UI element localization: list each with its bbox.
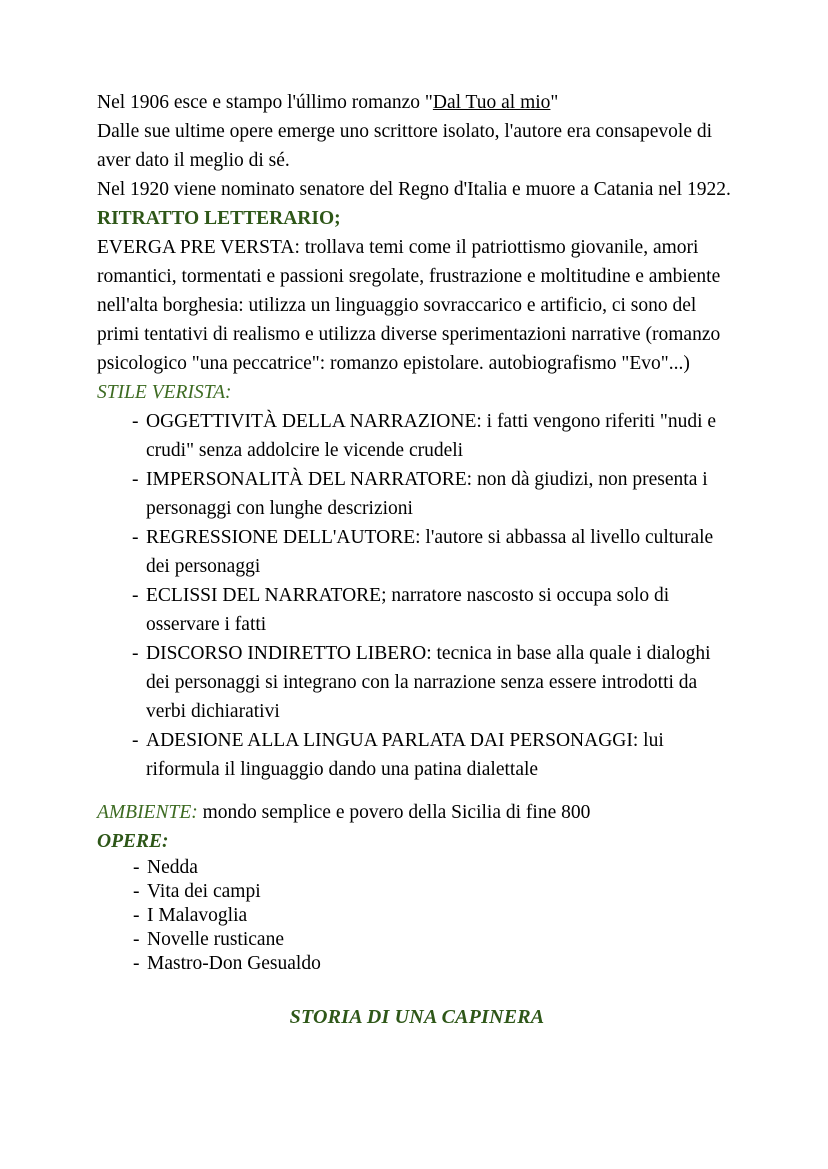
intro-line-1-suffix: " [550, 92, 559, 113]
heading-ritratto-letterario: RITRATTO LETTERARIO; [97, 208, 341, 229]
list-item: - ADESIONE ALLA LINGUA PARLATA DAI PERSONAGGI: lui riformula il linguaggio dando una patina dialettale [97, 726, 737, 784]
list-item: - I Malavoglia [97, 904, 737, 928]
novel-title-underlined: Dal Tuo al mio [432, 92, 551, 113]
list-item: - Nedda [97, 856, 737, 880]
document-body [97, 88, 737, 976]
footer-title: STORIA DI UNA CAPINERA [289, 1006, 545, 1028]
stile-verista-list [97, 407, 737, 784]
intro-line-1-prefix: Nel 1906 esce e stampo l'úllimo romanzo " [97, 92, 433, 113]
list-item: - Vita dei campi [97, 880, 737, 904]
list-item: - OGGETTIVITÀ DELLA NARRAZIONE: i fatti vengono riferiti "nudi e crudi" senza addolcire le vicende crudeli [97, 407, 737, 465]
list-item: - DISCORSO INDIRETTO LIBERO: tecnica in base alla quale i dialoghi dei personaggi si integrano con la narrazione senza essere introdotti da verbi dichiarativi [97, 639, 737, 726]
intro-line-3: Nel 1920 viene nominato senatore del Regno d'Italia e muore a Catania nel 1922. [97, 179, 731, 200]
paragraph-ritratto: EVERGA PRE VERSTA: trollava temi come il patriottismo giovanile, amori romantici, tormentati e passioni sregolate, frustrazione e moltitudine e ambiente nell'alta borghesia: utilizza un linguaggio sovraccarico e artificio, ci sono del primi tentativi di realismo e utilizza diverse sperimentazioni narrative (romanzo psicologico "una peccatrice": romanzo epistolare. autobiografismo "Evo"...) [97, 237, 721, 374]
ambiente-line [97, 798, 737, 827]
ambiente-text: mondo semplice e povero della Sicilia di fine 800 [197, 802, 591, 823]
list-item: - Mastro-Don Gesualdo [97, 952, 737, 976]
ambiente-label: AMBIENTE: [97, 802, 198, 823]
list-item: - REGRESSIONE DELL'AUTORE: l'autore si abbassa al livello culturale dei personaggi [97, 523, 737, 581]
intro-line-2: Dalle sue ultime opere emerge uno scrittore isolato, l'autore era consapevole di aver dato il meglio di sé. [97, 121, 713, 171]
heading-stile-verista: STILE VERISTA: [97, 382, 232, 403]
heading-opere: OPERE: [97, 831, 169, 852]
intro-line-1 [97, 88, 737, 117]
list-item: - ECLISSI DEL NARRATORE; narratore nascosto si occupa solo di osservare i fatti [97, 581, 737, 639]
footer-title-block [97, 1006, 737, 1029]
opere-list [97, 856, 737, 976]
list-item: - Novelle rusticane [97, 928, 737, 952]
list-item: - IMPERSONALITÀ DEL NARRATORE: non dà giudizi, non presenta i personaggi con lunghe descrizioni [97, 465, 737, 523]
section-spacer [97, 784, 737, 798]
